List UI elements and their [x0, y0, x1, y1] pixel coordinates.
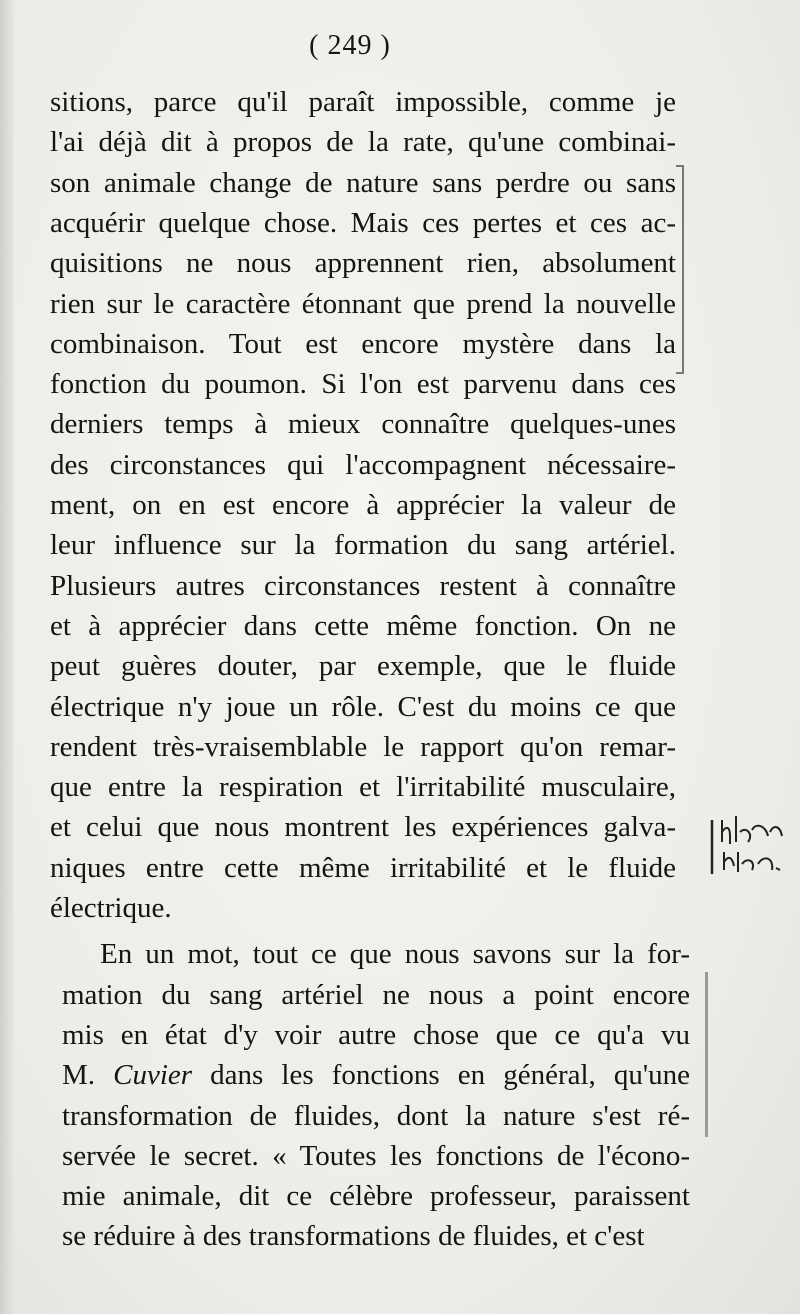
- text-line: et à apprécier dans cette même fonction. On ne: [50, 609, 676, 642]
- text-line: fonction du poumon. Si l'on est parvenu dans ces: [50, 368, 676, 401]
- text-line: niques entre cette même irritabilité et le fluide: [50, 851, 676, 884]
- text-line: mis en état d'y voir autre chose que ce qu'a vu: [62, 1018, 690, 1051]
- text-line: Plusieurs autres circonstances restent à connaître: [50, 569, 676, 602]
- text-line: et celui que nous montrent les expériences galva-: [50, 811, 676, 844]
- margin-line-mark: [705, 972, 708, 1137]
- text-line: que entre la respiration et l'irritabilité musculaire,: [50, 771, 676, 804]
- text-line: son animale change de nature sans perdre ou sans: [50, 166, 676, 199]
- handwritten-margin-note: [708, 812, 798, 882]
- text-line: électrique n'y joue un rôle. C'est du moins ce que: [50, 690, 676, 723]
- text-line: derniers temps à mieux connaître quelques-unes: [50, 408, 676, 441]
- page-edge-shadow: [0, 0, 14, 1314]
- text-line: l'ai déjà dit à propos de la rate, qu'une combinai-: [50, 126, 676, 159]
- text-line: électrique.: [50, 892, 172, 924]
- text-line: leur influence sur la formation du sang artériel.: [50, 529, 676, 562]
- text-line: sitions, parce qu'il paraît impossible, comme je: [50, 86, 676, 118]
- text-line: mation du sang artériel ne nous a point encore: [62, 978, 690, 1011]
- text-line: M. Cuvier dans les fonctions en général, qu'une: [62, 1059, 690, 1092]
- text-line: ment, on en est encore à apprécier la valeur de: [50, 489, 676, 521]
- text-line: En un mot, tout ce que nous savons sur la for-: [100, 938, 690, 971]
- text-line: peut guères douter, par exemple, que le fluide: [50, 650, 676, 683]
- text-line: servée le secret. « Toutes les fonctions de l'écono-: [62, 1139, 690, 1172]
- text-line: rendent très-vraisemblable le rapport qu'on remar-: [50, 730, 676, 763]
- text-line: quisitions ne nous apprennent rien, absolument: [50, 247, 676, 280]
- text-line: des circonstances qui l'accompagnent nécessaire-: [50, 448, 676, 481]
- page-number: ( 249 ): [309, 30, 391, 61]
- text-line: transformation de fluides, dont la nature s'est ré-: [62, 1099, 690, 1132]
- text-line: acquérir quelque chose. Mais ces pertes et ces ac-: [50, 206, 676, 239]
- text-line: mie animale, dit ce célèbre professeur, paraissent: [62, 1180, 690, 1213]
- text-line: combinaison. Tout est encore mystère dans la: [50, 327, 676, 360]
- margin-bracket: [676, 165, 684, 374]
- text-line: rien sur le caractère étonnant que prend la nouvelle: [50, 287, 676, 320]
- text-line: se réduire à des transformations de fluides, et c'est: [62, 1220, 645, 1253]
